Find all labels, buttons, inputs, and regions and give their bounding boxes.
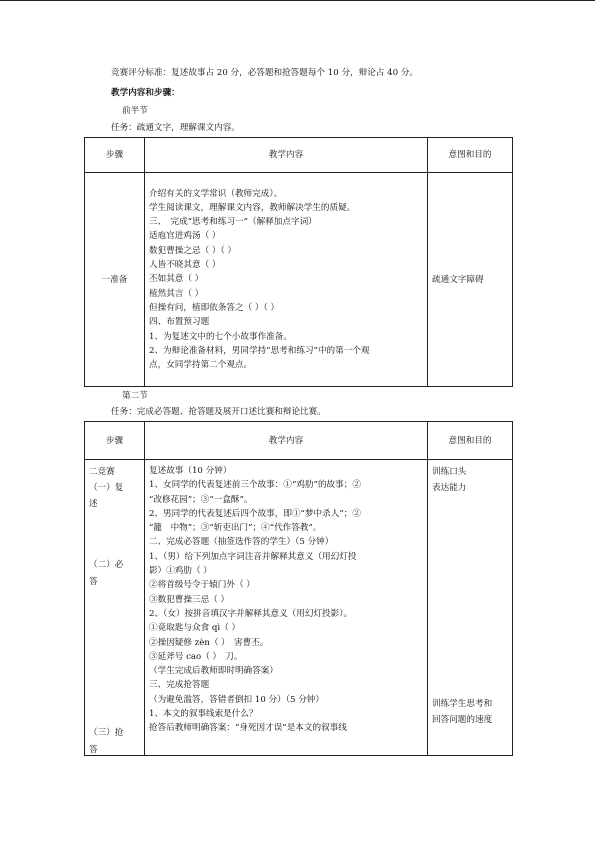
- content-line: 1、本文的叙事线索是什么？: [149, 709, 258, 720]
- content-line: “籠 中物”；③“斩吏出门”；④“代作答教”。: [149, 523, 322, 534]
- purpose-line: 训练学生思考和: [432, 699, 493, 709]
- content-line: 1、为复述文中的七个小故事作准备。: [149, 331, 292, 342]
- content-line: 适庖官进鸡汤（ ）: [149, 231, 221, 242]
- content-cell: [145, 173, 428, 387]
- content-line: “改修花园”；③“一盒酥”。: [149, 494, 253, 505]
- header-purpose: 意图和目的: [428, 422, 513, 460]
- part2-label: 第二节: [122, 391, 148, 401]
- header-content: 教学内容: [145, 422, 428, 460]
- content-line: 丕如其意（ ）: [149, 274, 204, 285]
- purpose-cell: 疏通文字障碍: [428, 173, 513, 387]
- table-row: [85, 460, 513, 756]
- scoring-criteria: 竞赛评分标准：复述故事占 20 分，必答题和抢答题每个 10 分，辩论占 40 分。: [111, 68, 419, 78]
- section-heading: 教学内容和步骤：: [111, 88, 180, 98]
- content-line: 三、 完成“思考和练习一”（解释加点字词）: [149, 217, 317, 228]
- step-label: 述: [89, 499, 98, 509]
- table-part2: [84, 421, 513, 756]
- step-label: 答: [89, 745, 98, 755]
- step-cell: [85, 460, 145, 756]
- header-step: 步骤: [85, 138, 145, 173]
- content-line: ③延斧号 cao（ ） 刀。: [149, 651, 243, 662]
- content-line: 但操有问，植即依条答之（ ）（ ）: [149, 302, 280, 313]
- table-header-row: [85, 422, 513, 460]
- step-label: （二）必: [89, 560, 124, 570]
- content-line: 四、布置预习题: [149, 317, 210, 328]
- content-line: 人皆不晓其意（ ）: [149, 260, 221, 271]
- step-cell: 一准备: [85, 173, 145, 387]
- content-line: 点，女同学持第二个观点。: [149, 360, 253, 371]
- content-line: 数犯曹操之忌（ ）（ ）: [149, 245, 237, 256]
- step-label: 二竞赛: [89, 467, 115, 477]
- content-line: 影）①鸡肋（ ）: [149, 566, 212, 577]
- purpose-cell: [428, 460, 513, 756]
- part2-task: 任务：完成必答题、抢答题及展开口述比赛和辩论比赛。: [111, 407, 326, 417]
- content-line: ②操因疑修 zèn（ ） 害曹丕。: [149, 637, 269, 648]
- content-line: 1、女同学的代表复述前三个故事：①“鸡肋”的故事；②: [149, 480, 361, 491]
- content-line: 二、完成必答题（抽签选作答的学生）（5 分钟）: [149, 537, 334, 548]
- content-line: 2、男同学的代表复述后四个故事，即①“梦中杀人”；②: [149, 508, 361, 519]
- content-cell: [145, 460, 428, 756]
- content-line: 2、（女）按拼音填汉字并解释其意义（用幻灯投影）。: [149, 608, 353, 619]
- table-row: [85, 173, 513, 387]
- part1-task: 任务：疏通文字，理解课文内容。: [111, 123, 240, 133]
- table-part1: [84, 137, 513, 387]
- purpose-line: 表达能力: [432, 483, 467, 493]
- purpose-line: 回答问题的速度: [432, 715, 493, 725]
- table-header-row: [85, 138, 513, 173]
- content-line: 2、为辩论准备材料，男同学持“思考和练习”中的第一个观: [149, 345, 370, 356]
- page-top-rule: [0, 0, 595, 1]
- content-line: （为避免滥答，答错者倒扣 10 分）（5 分钟）: [149, 694, 324, 705]
- content-line: （学生完成后教师即时明确答案）: [149, 666, 278, 677]
- content-line: 学生阅读课文，理解课文内容，教师解决学生的质疑。: [149, 202, 356, 213]
- content-line: 抢答后教师明确答案：“身死因才误”是本文的叙事线: [149, 723, 347, 734]
- content-line: 三、完成抢答题: [149, 680, 210, 691]
- content-line: ③数犯曹操三忌（ ）: [149, 594, 230, 605]
- content-line: 介绍有关的文学常识（教师完成）。: [149, 188, 283, 199]
- content-line: ②将首级号令于辕门外（ ）: [149, 580, 255, 591]
- header-purpose: 意图和目的: [428, 138, 513, 173]
- header-step: 步骤: [85, 422, 145, 460]
- content-line: 植然其言（ ）: [149, 288, 204, 299]
- step-label: （三）抢: [89, 728, 124, 738]
- part1-label: 前半节: [122, 106, 148, 116]
- content-line: 1、（男）给下列加点字词注音并解释其意义（用幻灯投: [149, 551, 357, 562]
- step-label: （一）复: [89, 483, 124, 493]
- step-label: 答: [89, 577, 98, 587]
- header-content: 教学内容: [145, 138, 428, 173]
- purpose-line: 训练口头: [432, 467, 467, 477]
- content-line: 复述故事（10 分钟）: [149, 466, 232, 476]
- content-line: ①竟取匙与众食 qì（ ）: [149, 623, 241, 634]
